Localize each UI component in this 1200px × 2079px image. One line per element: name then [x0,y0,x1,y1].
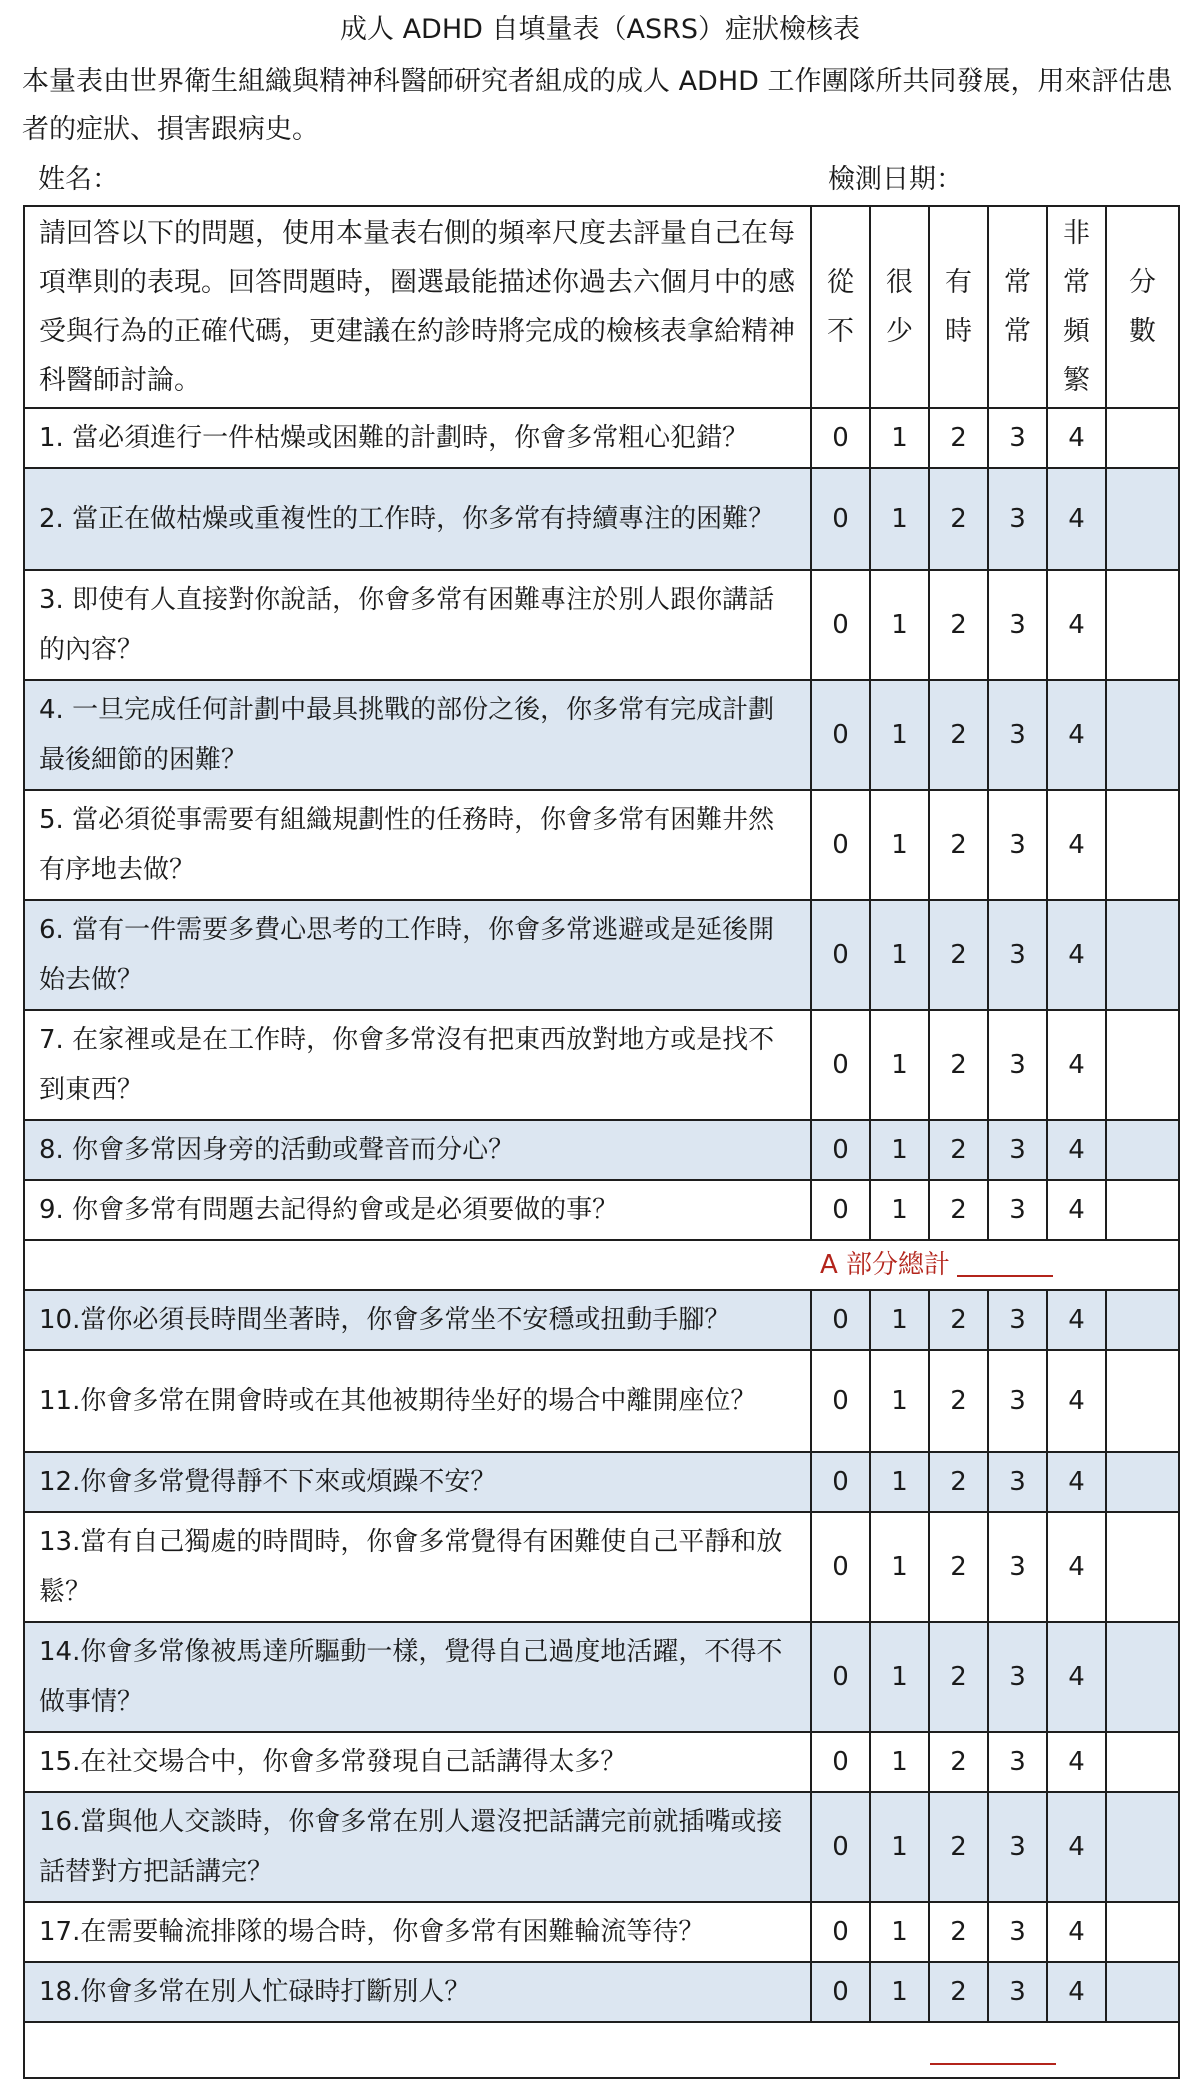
question-row [24,468,1179,570]
score-header: 分數 [1106,206,1179,408]
score-cell[interactable] [1106,1962,1179,2022]
subtotal-row [24,1240,1179,1290]
question-text: 11.你會多常在開會時或在其他被期待坐好的場合中離開座位？ [24,1350,811,1452]
rating-option[interactable]: 1 [870,1792,929,1902]
score-cell[interactable] [1106,1902,1179,1962]
rating-option[interactable]: 0 [811,1902,870,1962]
rating-option[interactable]: 3 [988,1180,1047,1240]
rating-option[interactable]: 0 [811,1350,870,1452]
score-cell[interactable] [1106,1792,1179,1902]
question-text: 8. 你會多常因身旁的活動或聲音而分心？ [24,1120,811,1180]
rating-option[interactable]: 0 [811,1622,870,1732]
rating-option[interactable]: 0 [811,900,870,1010]
rating-option[interactable]: 1 [870,1732,929,1792]
rating-option[interactable]: 3 [988,1350,1047,1452]
question-row [24,1290,1179,1350]
score-cell[interactable] [1106,680,1179,790]
question-text: 2. 當正在做枯燥或重複性的工作時，你多常有持續專注的困難？ [24,468,811,570]
rating-option[interactable]: 4 [1047,1902,1106,1962]
question-text: 3. 即使有人直接對你說話，你會多常有困難專注於別人跟你講話的內容？ [24,570,811,680]
question-row [24,1350,1179,1452]
rating-option[interactable]: 4 [1047,1792,1106,1902]
score-cell[interactable] [1106,1622,1179,1732]
rating-option[interactable]: 2 [929,1902,988,1962]
name-label: 姓名： [38,164,119,195]
rating-option[interactable]: 0 [811,1792,870,1902]
rating-option[interactable]: 2 [929,1622,988,1732]
question-row [24,1962,1179,2022]
rating-option[interactable]: 4 [1047,790,1106,900]
rating-option[interactable]: 2 [929,900,988,1010]
rating-option[interactable]: 4 [1047,468,1106,570]
rating-option[interactable]: 1 [870,570,929,680]
asrs-table [23,205,1180,2079]
rating-option[interactable]: 1 [870,1180,929,1240]
rating-option[interactable]: 3 [988,570,1047,680]
rating-option[interactable]: 2 [929,1792,988,1902]
score-cell[interactable] [1106,1290,1179,1350]
question-text: 10.當你必須長時間坐著時，你會多常坐不安穩或扭動手腳？ [24,1290,811,1350]
rating-option[interactable]: 4 [1047,1452,1106,1512]
rating-option[interactable]: 1 [870,1452,929,1512]
question-text: 17.在需要輪流排隊的場合時，你會多常有困難輪流等待？ [24,1902,811,1962]
rating-option[interactable]: 4 [1047,1010,1106,1120]
question-text: 1. 當必須進行一件枯燥或困難的計劃時，你會多常粗心犯錯？ [24,408,811,468]
rating-option[interactable]: 2 [929,570,988,680]
question-text: 4. 一旦完成任何計劃中最具挑戰的部份之後，你多常有完成計劃最後細節的困難？ [24,680,811,790]
score-cell[interactable] [1106,1452,1179,1512]
rating-option[interactable]: 0 [811,570,870,680]
question-row [24,900,1179,1010]
scale-header-often: 常常 [988,206,1047,408]
intro-text: 本量表由世界衛生組織與精神科醫師研究者組成的成人 ADHD 工作團隊所共同發展，用來評估患者的症狀、損害跟病史。 [22,66,1173,145]
rating-option[interactable]: 1 [870,680,929,790]
rating-option[interactable]: 1 [870,468,929,570]
rating-option[interactable]: 4 [1047,1732,1106,1792]
rating-option[interactable]: 0 [811,1732,870,1792]
scale-header-sometimes: 有時 [929,206,988,408]
question-text: 7. 在家裡或是在工作時，你會多常沒有把東西放對地方或是找不到東西？ [24,1010,811,1120]
question-text: 9. 你會多常有問題去記得約會或是必須要做的事？ [24,1180,811,1240]
question-text: 6. 當有一件需要多費心思考的工作時，你會多常逃避或是延後開始去做？ [24,900,811,1010]
score-cell[interactable] [1106,900,1179,1010]
rating-option[interactable]: 1 [870,790,929,900]
question-row [24,1902,1179,1962]
score-cell[interactable] [1106,570,1179,680]
rating-option[interactable]: 3 [988,1622,1047,1732]
rating-option[interactable]: 4 [1047,1290,1106,1350]
question-text: 14.你會多常像被馬達所驅動一樣，覺得自己過度地活躍，不得不做事情？ [24,1622,811,1732]
rating-option[interactable]: 3 [988,900,1047,1010]
rating-option[interactable]: 2 [929,1452,988,1512]
rating-option[interactable]: 2 [929,680,988,790]
rating-option[interactable]: 4 [1047,1512,1106,1622]
rating-option[interactable]: 4 [1047,1350,1106,1452]
question-text: 16.當與他人交談時，你會多常在別人還沒把話講完前就插嘴或接話替對方把話講完？ [24,1792,811,1902]
rating-option[interactable]: 4 [1047,408,1106,468]
score-cell[interactable] [1106,1120,1179,1180]
question-row [24,1010,1179,1120]
rating-option[interactable]: 2 [929,1512,988,1622]
rating-option[interactable]: 4 [1047,680,1106,790]
rating-option[interactable]: 4 [1047,1622,1106,1732]
question-row [24,570,1179,680]
rating-option[interactable]: 2 [929,408,988,468]
rating-option[interactable]: 1 [870,900,929,1010]
question-row [24,1120,1179,1180]
rating-option[interactable]: 3 [988,408,1047,468]
rating-option[interactable]: 0 [811,1512,870,1622]
scale-header-never: 從不 [811,206,870,408]
question-text: 5. 當必須從事需要有組織規劃性的任務時，你會多常有困難井然有序地去做？ [24,790,811,900]
rating-option[interactable]: 3 [988,1010,1047,1120]
rating-option[interactable]: 0 [811,1962,870,2022]
rating-option[interactable]: 1 [870,1350,929,1452]
rating-option[interactable]: 3 [988,1792,1047,1902]
rating-option[interactable]: 4 [1047,570,1106,680]
scale-header-rarely: 很少 [870,206,929,408]
rating-option[interactable]: 1 [870,1010,929,1120]
rating-option[interactable]: 1 [870,1902,929,1962]
score-cell[interactable] [1106,1350,1179,1452]
rating-option[interactable]: 3 [988,680,1047,790]
rating-option[interactable]: 3 [988,790,1047,900]
question-row [24,1512,1179,1622]
rating-option[interactable]: 2 [929,1350,988,1452]
rating-option[interactable]: 3 [988,1512,1047,1622]
question-row [24,790,1179,900]
rating-option[interactable]: 4 [1047,900,1106,1010]
rating-option[interactable]: 3 [988,468,1047,570]
score-cell[interactable] [1106,468,1179,570]
rating-option[interactable]: 2 [929,1962,988,2022]
rating-option[interactable]: 3 [988,1962,1047,2022]
header-row [24,206,1179,408]
rating-option[interactable]: 2 [929,1732,988,1792]
question-text: 18.你會多常在別人忙碌時打斷別人？ [24,1962,811,2022]
rating-option[interactable]: 2 [929,468,988,570]
rating-option[interactable]: 3 [988,1902,1047,1962]
question-text: 13.當有自己獨處的時間時，你會多常覺得有困難使自己平靜和放鬆？ [24,1512,811,1622]
rating-option[interactable]: 0 [811,1452,870,1512]
score-cell[interactable] [1106,1010,1179,1120]
rating-option[interactable]: 0 [811,1180,870,1240]
rating-option[interactable]: 0 [811,1120,870,1180]
scale-header-very-often: 非常頻繁 [1047,206,1106,408]
question-row [24,1732,1179,1792]
rating-option[interactable]: 0 [811,790,870,900]
page-title: 成人 ADHD 自填量表（ASRS）症狀檢核表 [339,14,861,45]
rating-option[interactable]: 2 [929,1010,988,1120]
score-cell[interactable] [1106,408,1179,468]
question-row [24,1452,1179,1512]
question-row [24,1792,1179,1902]
rating-option[interactable]: 0 [811,1290,870,1350]
rating-option[interactable]: 0 [811,680,870,790]
score-cell[interactable] [1106,1180,1179,1240]
score-cell[interactable] [1106,1512,1179,1622]
part-a-total-label: A 部分總計 [820,1250,951,1280]
rating-option[interactable]: 3 [988,1452,1047,1512]
question-text: 12.你會多常覺得靜不下來或煩躁不安？ [24,1452,811,1512]
part-b-total [24,2022,1179,2078]
part-b-total-blank[interactable] [930,2063,1056,2065]
rating-option[interactable]: 4 [1047,1962,1106,2022]
rating-option[interactable]: 1 [870,1290,929,1350]
question-row [24,408,1179,468]
score-cell[interactable] [1106,1732,1179,1792]
rating-option[interactable]: 2 [929,790,988,900]
rating-option[interactable]: 4 [1047,1120,1106,1180]
rating-option[interactable]: 4 [1047,1180,1106,1240]
rating-option[interactable]: 1 [870,1120,929,1180]
rating-option[interactable]: 3 [988,1732,1047,1792]
rating-option[interactable]: 0 [811,408,870,468]
rating-option[interactable]: 0 [811,1010,870,1120]
total-row [24,2022,1179,2078]
score-cell[interactable] [1106,790,1179,900]
part-a-total-blank[interactable] [957,1275,1053,1277]
part-a-total [24,1240,1179,1290]
rating-option[interactable]: 2 [929,1120,988,1180]
date-label: 檢測日期： [828,164,963,195]
rating-option[interactable]: 1 [870,1622,929,1732]
rating-option[interactable]: 2 [929,1180,988,1240]
question-row [24,1180,1179,1240]
rating-option[interactable]: 2 [929,1290,988,1350]
instructions: 請回答以下的問題，使用本量表右側的頻率尺度去評量自己在每項準則的表現。回答問題時，圈選最能描述你過去六個月中的感受與行為的正確代碼，更建議在約診時將完成的檢核表拿給精神科醫師討論。 [24,206,811,408]
rating-option[interactable]: 3 [988,1120,1047,1180]
rating-option[interactable]: 1 [870,1512,929,1622]
rating-option[interactable]: 3 [988,1290,1047,1350]
question-text: 15.在社交場合中，你會多常發現自己話講得太多？ [24,1732,811,1792]
rating-option[interactable]: 1 [870,1962,929,2022]
question-row [24,680,1179,790]
rating-option[interactable]: 0 [811,468,870,570]
rating-option[interactable]: 1 [870,408,929,468]
question-row [24,1622,1179,1732]
